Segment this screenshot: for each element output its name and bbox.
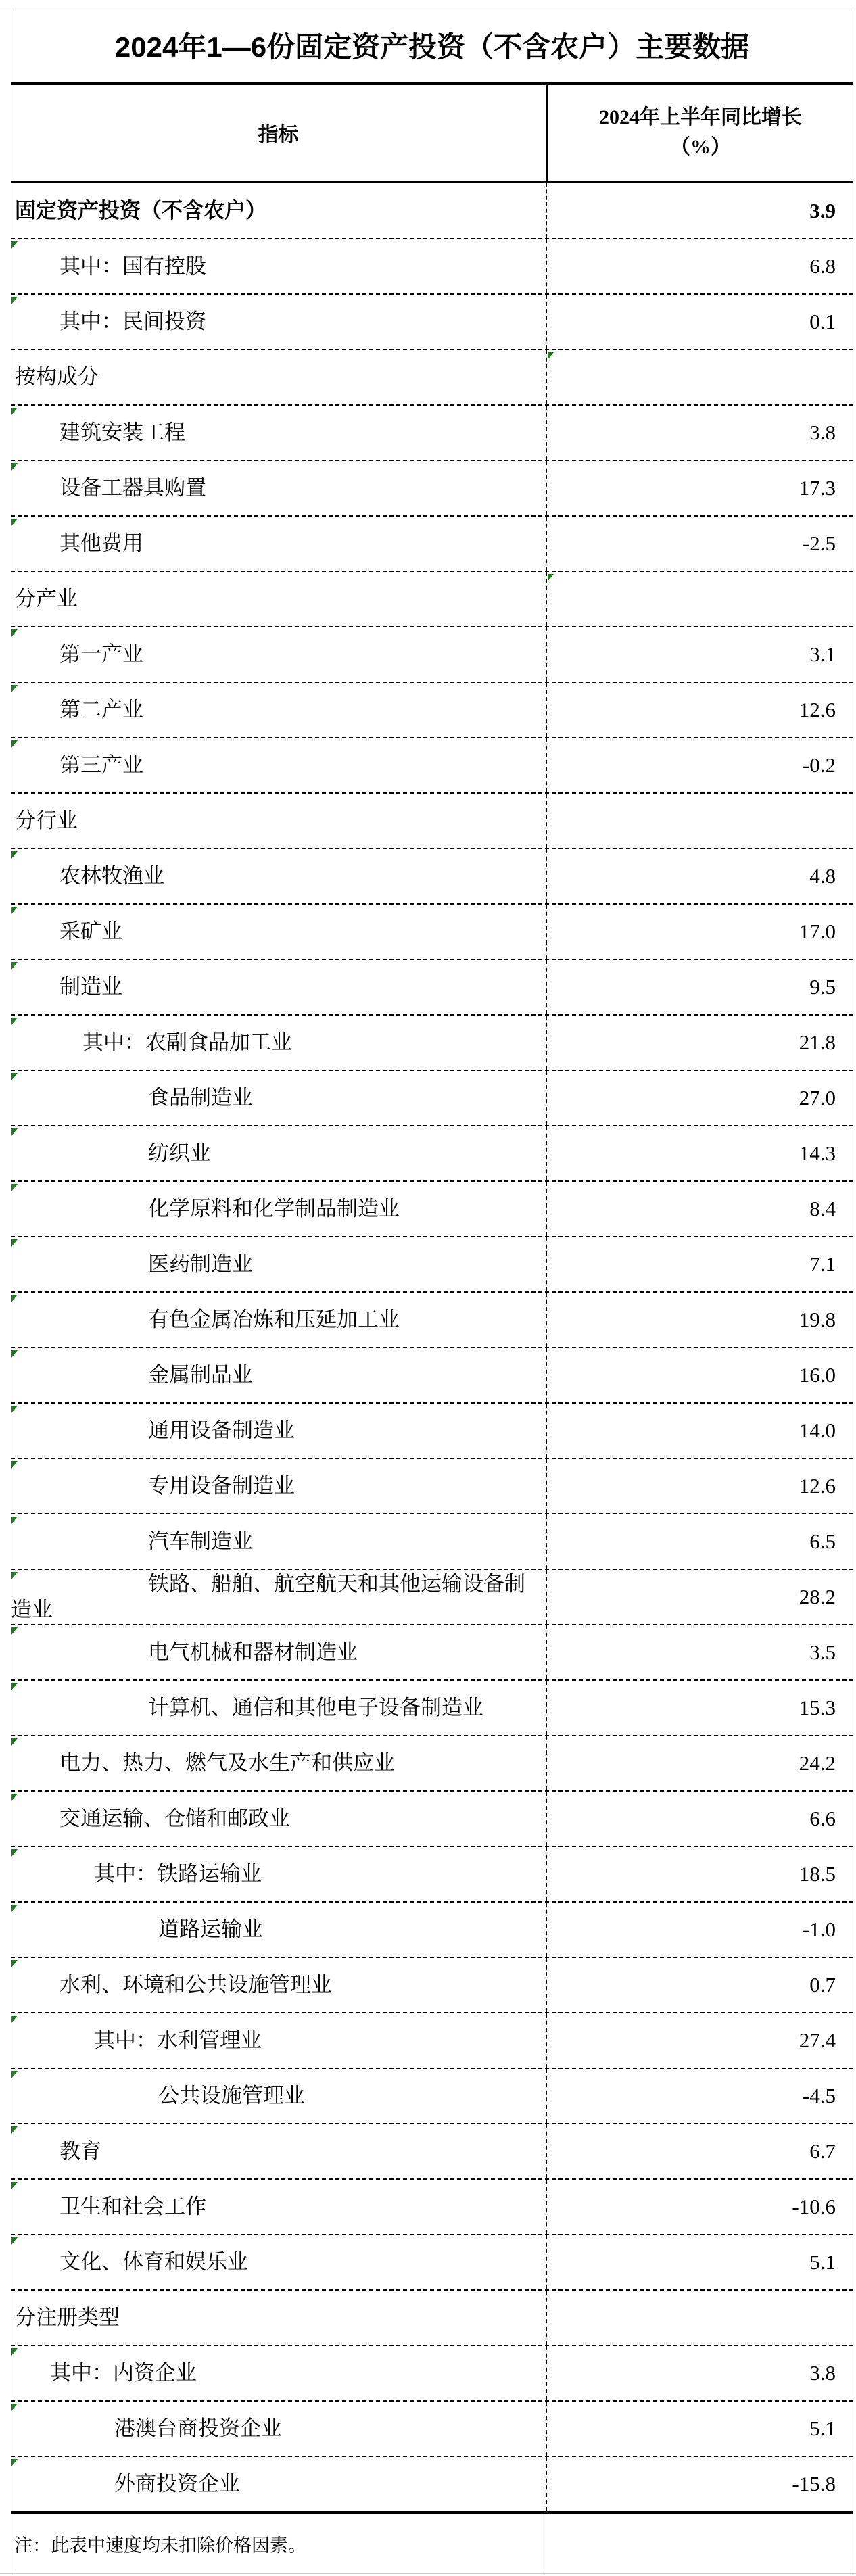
value-cell (546, 1182, 853, 1236)
value-cell (546, 905, 853, 959)
value-text: 17.3 (799, 476, 836, 500)
value-cell (546, 1237, 853, 1291)
value-text: 15.3 (799, 1696, 836, 1719)
value-cell (546, 2124, 853, 2178)
indicator-cell (11, 1459, 546, 1513)
value-cell (546, 627, 853, 682)
comment-flag-icon (11, 2348, 18, 2356)
comment-flag-icon (11, 629, 18, 637)
value-cell (546, 1293, 853, 1347)
indicator-cell (11, 1016, 546, 1070)
indicator-label: 设备工器具购置 (60, 476, 206, 500)
comment-flag-icon (11, 851, 18, 859)
indicator-cell (11, 1237, 546, 1291)
value-cell (546, 1016, 853, 1070)
indicator-label: 通用设备制造业 (148, 1418, 295, 1442)
value-text: 0.7 (809, 1973, 836, 1997)
indicator-cell (11, 2180, 546, 2234)
table-row (11, 1125, 853, 1180)
table-row (11, 2234, 853, 2289)
value-cell (546, 960, 853, 1014)
indicator-label: 分注册类型 (15, 2306, 120, 2329)
comment-flag-icon (11, 1849, 18, 1857)
table-row (11, 238, 853, 293)
table-row (11, 1679, 853, 1735)
value-text: -2.5 (802, 531, 836, 555)
table-row (11, 2400, 853, 2456)
table-row (11, 1569, 853, 1624)
table-row (11, 571, 853, 626)
table-row (11, 1790, 853, 1846)
indicator-cell (11, 2346, 546, 2400)
value-cell (546, 1404, 853, 1458)
indicator-cell (11, 849, 546, 903)
indicator-cell (11, 1404, 546, 1458)
indicator-cell (11, 295, 546, 349)
table-row (11, 1291, 853, 1347)
indicator-cell (11, 239, 546, 293)
value-cell (546, 1126, 853, 1180)
header-value-line1: 2024年上半年同比增长 (599, 106, 802, 128)
indicator-label: 按构成分 (15, 365, 99, 389)
value-text: 18.5 (799, 1862, 836, 1886)
table-row (11, 2178, 853, 2234)
value-cell (546, 1681, 853, 1735)
table-row (11, 2068, 853, 2123)
indicator-cell (11, 960, 546, 1014)
table-row (11, 626, 853, 682)
indicator-label: 建筑安装工程 (60, 421, 185, 444)
table-row (11, 1236, 853, 1291)
table-row (11, 737, 853, 792)
table-row (11, 903, 853, 959)
value-cell (546, 2235, 853, 2289)
value-text: 5.1 (809, 2416, 836, 2440)
indicator-label: 金属制品业 (148, 1363, 253, 1387)
indicator-label: 水利、环境和公共设施管理业 (60, 1973, 332, 1997)
comment-flag-icon (11, 2071, 18, 2078)
table-row (11, 1846, 853, 1901)
comment-flag-icon (11, 1295, 18, 1302)
indicator-cell (11, 572, 546, 626)
indicator-label: 采矿业 (60, 920, 122, 943)
value-text: 3.1 (809, 642, 836, 666)
comment-flag-icon (11, 519, 18, 526)
indicator-cell (11, 2235, 546, 2289)
comment-flag-icon (11, 1128, 18, 1136)
indicator-label: 第二产业 (60, 698, 143, 721)
comment-flag-icon (11, 1794, 18, 1801)
comment-flag-icon (11, 463, 18, 471)
indicator-label: 医药制造业 (148, 1252, 253, 1276)
comment-flag-icon (11, 1683, 18, 1690)
value-text: 0.1 (809, 310, 836, 333)
value-cell (546, 1903, 853, 1957)
indicator-cell (11, 1792, 546, 1846)
value-text: 8.4 (809, 1197, 836, 1220)
indicator-cell (11, 517, 546, 571)
indicator-cell (11, 683, 546, 737)
indicator-label: 化学原料和化学制品制造业 (148, 1197, 400, 1220)
value-text: 4.8 (809, 864, 836, 888)
indicator-label: 分行业 (15, 809, 78, 832)
comment-flag-icon (11, 2126, 18, 2134)
indicator-cell (11, 2457, 546, 2511)
table-row (11, 792, 853, 848)
table-row (11, 848, 853, 903)
comment-flag-icon (11, 241, 18, 249)
value-text: 16.0 (799, 1363, 836, 1387)
indicator-label: 其中：农副食品加工业 (82, 1030, 292, 1054)
indicator-cell (11, 794, 546, 848)
comment-flag-icon (548, 352, 554, 360)
indicator-label: 其中：铁路运输业 (94, 1862, 262, 1886)
value-cell (546, 572, 853, 626)
indicator-cell (11, 1736, 546, 1790)
indicator-label: 其他费用 (60, 531, 143, 555)
table-row (11, 1347, 853, 1402)
value-cell (546, 794, 853, 848)
value-text: 6.8 (809, 254, 836, 278)
value-text: 19.8 (799, 1308, 836, 1331)
table-row (11, 2289, 853, 2345)
value-cell (546, 1736, 853, 1790)
value-text: 21.8 (799, 1030, 836, 1054)
table-row (11, 682, 853, 737)
value-text: 3.9 (809, 198, 836, 222)
comment-flag-icon (11, 2182, 18, 2189)
table-row (11, 1513, 853, 1569)
value-cell (546, 2402, 853, 2456)
value-cell (546, 1792, 853, 1846)
comment-flag-icon (11, 2237, 18, 2245)
value-text: 14.0 (799, 1418, 836, 1442)
indicator-cell (11, 1958, 546, 2012)
comment-flag-icon (11, 1239, 18, 1247)
comment-flag-icon (11, 1461, 18, 1469)
value-text: 28.2 (799, 1585, 836, 1608)
comment-flag-icon (11, 1018, 18, 1025)
value-cell (546, 517, 853, 571)
comment-flag-icon (11, 1738, 18, 1746)
value-cell (546, 1459, 853, 1513)
value-cell (546, 1071, 853, 1125)
value-cell (546, 2291, 853, 2345)
comment-flag-icon (11, 297, 18, 304)
value-text: 6.5 (809, 1529, 836, 1553)
indicator-label: 计算机、通信和其他电子设备制造业 (148, 1696, 483, 1719)
indicator-cell (11, 1071, 546, 1125)
gridline-bottom (0, 2573, 856, 2574)
table-row (11, 349, 853, 404)
indicator-cell (11, 1348, 546, 1402)
comment-flag-icon (11, 1517, 18, 1524)
indicator-label: 电力、热力、燃气及水生产和供应业 (60, 1751, 395, 1775)
indicator-cell (11, 2402, 546, 2456)
value-cell (546, 2457, 853, 2511)
value-cell (546, 738, 853, 792)
table-row (11, 1180, 853, 1236)
indicator-cell (11, 2069, 546, 2123)
table-row (11, 959, 853, 1014)
comment-flag-icon (11, 907, 18, 914)
indicator-cell (11, 461, 546, 515)
table-header-row (11, 82, 853, 183)
value-cell (546, 461, 853, 515)
indicator-cell (11, 1903, 546, 1957)
table-row (11, 293, 853, 349)
indicator-label: 第三产业 (60, 753, 143, 777)
comment-flag-icon (11, 1960, 18, 1967)
table-row (11, 1014, 853, 1070)
indicator-label: 食品制造业 (148, 1086, 253, 1110)
indicator-label: 固定资产投资（不含农户） (15, 198, 266, 222)
table-row (11, 1070, 853, 1125)
indicator-label: 有色金属冶炼和压延加工业 (148, 1308, 400, 1331)
comment-flag-icon (11, 408, 18, 415)
value-cell (546, 239, 853, 293)
indicator-cell (11, 1126, 546, 1180)
indicator-cell (11, 2291, 546, 2345)
indicator-label: 道路运输业 (158, 1917, 263, 1941)
indicator-label: 专用设备制造业 (148, 1474, 295, 1498)
value-text: -0.2 (802, 753, 836, 777)
table-row (11, 460, 853, 515)
table-row (11, 1901, 853, 1957)
indicator-label: 其中：国有控股 (60, 254, 206, 278)
statistics-table (11, 9, 853, 2573)
value-cell (546, 350, 853, 404)
indicator-label: 分产业 (15, 587, 78, 611)
value-text: -15.8 (792, 2472, 836, 2496)
indicator-cell (11, 1847, 546, 1901)
value-text: 17.0 (799, 920, 836, 943)
indicator-label: 公共设施管理业 (158, 2084, 305, 2107)
comment-flag-icon (11, 962, 18, 970)
comment-flag-icon (11, 2459, 18, 2466)
value-text: 3.8 (809, 2361, 836, 2385)
table-row (11, 515, 853, 571)
indicator-cell (11, 1625, 546, 1679)
table-row (11, 183, 853, 238)
comment-flag-icon (11, 685, 18, 692)
value-cell (546, 295, 853, 349)
table-row (11, 404, 853, 460)
indicator-label: 农林牧渔业 (60, 864, 164, 888)
comment-flag-icon (11, 1184, 18, 1191)
comment-flag-icon (11, 2404, 18, 2411)
comment-flag-icon (11, 1905, 18, 1912)
value-text: 3.8 (809, 421, 836, 444)
indicator-label: 制造业 (60, 975, 122, 999)
table-row (11, 2012, 853, 2068)
value-cell (546, 1847, 853, 1901)
comment-flag-icon (11, 1406, 18, 1413)
table-title: 2024年1—6份固定资产投资（不含农户）主要数据 (114, 31, 750, 63)
comment-flag-icon (11, 1350, 18, 1358)
comment-flag-icon (11, 1627, 18, 1635)
comment-flag-icon (11, 740, 18, 748)
value-text: 7.1 (809, 1252, 836, 1276)
indicator-label: 其中：水利管理业 (94, 2028, 262, 2052)
value-cell (546, 2346, 853, 2400)
table-row (11, 2123, 853, 2178)
indicator-cell (11, 2013, 546, 2068)
indicator-label: 港澳台商投资企业 (114, 2416, 282, 2440)
table-footnote-row (11, 2514, 853, 2573)
indicator-label: 汽车制造业 (148, 1529, 253, 1553)
value-text: 27.4 (799, 2028, 836, 2052)
indicator-label: 交通运输、仓储和邮政业 (60, 1807, 290, 1830)
indicator-label: 纺织业 (148, 1141, 211, 1165)
value-cell (546, 183, 853, 238)
value-text: 12.6 (799, 1474, 836, 1498)
indicator-cell (11, 1182, 546, 1236)
value-cell (546, 1625, 853, 1679)
indicator-label: 文化、体育和娱乐业 (60, 2250, 248, 2274)
indicator-label: 第一产业 (60, 642, 143, 666)
indicator-cell (11, 1514, 546, 1569)
indicator-label: 铁路、船舶、航空航天和其他运输设备制造业 (11, 1572, 525, 1621)
table-row (11, 1624, 853, 1679)
value-text: -1.0 (802, 1917, 836, 1941)
indicator-cell (11, 738, 546, 792)
value-cell (546, 2013, 853, 2068)
value-text: 14.3 (799, 1141, 836, 1165)
indicator-label: 其中：民间投资 (60, 310, 206, 333)
comment-flag-icon (11, 1073, 18, 1080)
footnote-text: 注：此表中速度均未扣除价格因素。 (14, 2535, 306, 2556)
header-value-line2: （%） (670, 136, 731, 158)
value-text: -10.6 (792, 2195, 836, 2218)
table-row (11, 1402, 853, 1458)
table-body (11, 183, 853, 2514)
table-row (11, 2456, 853, 2511)
indicator-cell (11, 183, 546, 238)
value-cell (546, 1348, 853, 1402)
indicator-label: 卫生和社会工作 (60, 2195, 206, 2218)
value-cell (546, 406, 853, 460)
value-text: 5.1 (809, 2250, 836, 2274)
value-text: 27.0 (799, 1086, 836, 1110)
table-row (11, 2345, 853, 2400)
comment-flag-icon (548, 574, 554, 581)
value-cell (546, 683, 853, 737)
indicator-cell (11, 1293, 546, 1347)
value-cell (546, 1958, 853, 2012)
value-text: 9.5 (809, 975, 836, 999)
table-row (11, 1735, 853, 1790)
indicator-label: 其中：内资企业 (50, 2361, 197, 2385)
value-text: 24.2 (799, 1751, 836, 1775)
header-value-cell (546, 85, 853, 181)
indicator-cell (11, 905, 546, 959)
indicator-cell (11, 1570, 546, 1624)
value-text: 12.6 (799, 698, 836, 721)
value-cell (546, 1514, 853, 1569)
value-text: 6.7 (809, 2139, 836, 2163)
indicator-cell (11, 350, 546, 404)
value-cell (546, 849, 853, 903)
indicator-label: 教育 (60, 2139, 101, 2163)
indicator-cell (11, 627, 546, 682)
table-row (11, 1458, 853, 1513)
indicator-cell (11, 2124, 546, 2178)
value-text: 6.6 (809, 1807, 836, 1830)
header-indicator-cell: 指标 (258, 124, 299, 146)
indicator-cell (11, 406, 546, 460)
comment-flag-icon (11, 1572, 18, 1579)
value-text: 3.5 (809, 1640, 836, 1664)
value-text: -4.5 (802, 2084, 836, 2107)
indicator-label: 外商投资企业 (114, 2472, 240, 2496)
indicator-cell (11, 1681, 546, 1735)
value-cell (546, 2069, 853, 2123)
value-cell (546, 1570, 853, 1624)
comment-flag-icon (11, 2016, 18, 2023)
indicator-label: 电气机械和器材制造业 (148, 1640, 358, 1664)
value-cell (546, 2180, 853, 2234)
table-row (11, 1957, 853, 2012)
